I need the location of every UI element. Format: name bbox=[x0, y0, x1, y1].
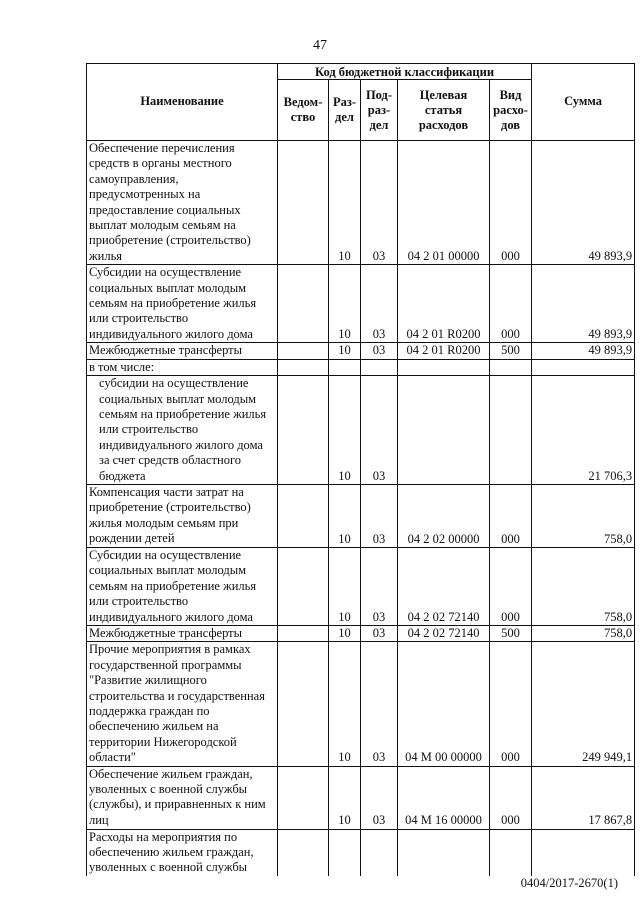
celevaya-cell: 04 М 16 00000 bbox=[398, 766, 490, 829]
razdel-cell: 10 bbox=[329, 625, 361, 641]
document-code: 0404/2017-2670(1) bbox=[520, 876, 618, 890]
name-cell: Расходы на мероприятия по обеспечению жильем граждан, уволенных с военной службы bbox=[87, 829, 278, 876]
vid-cell: 000 bbox=[490, 484, 532, 547]
summa-cell: 49 893,9 bbox=[532, 141, 635, 265]
summa-cell bbox=[532, 829, 635, 876]
header-podrazdel: Под-раз-дел bbox=[361, 80, 398, 141]
razdel-cell: 10 bbox=[329, 642, 361, 766]
vid-cell: 000 bbox=[490, 265, 532, 343]
razdel-cell: 10 bbox=[329, 265, 361, 343]
name-cell: Компенсация части затрат на приобретение (строительство) жилья молодым семьям при рождении детей bbox=[87, 484, 278, 547]
table-body bbox=[87, 141, 635, 877]
name-cell: в том числе: bbox=[87, 359, 278, 375]
vedomstvo-cell bbox=[278, 625, 329, 641]
razdel-cell: 10 bbox=[329, 343, 361, 359]
summa-cell bbox=[532, 359, 635, 375]
table-row bbox=[87, 343, 635, 359]
vedomstvo-cell bbox=[278, 359, 329, 375]
summa-cell: 758,0 bbox=[532, 484, 635, 547]
celevaya-cell: 04 2 02 72140 bbox=[398, 625, 490, 641]
table-row bbox=[87, 376, 635, 485]
table-row bbox=[87, 265, 635, 343]
header-celevaya: Целевая статья расходов bbox=[398, 80, 490, 141]
summa-cell: 758,0 bbox=[532, 625, 635, 641]
podrazdel-cell: 03 bbox=[361, 766, 398, 829]
podrazdel-cell: 03 bbox=[361, 141, 398, 265]
vedomstvo-cell bbox=[278, 343, 329, 359]
name-cell: Межбюджетные трансферты bbox=[87, 343, 278, 359]
razdel-cell bbox=[329, 359, 361, 375]
podrazdel-cell: 03 bbox=[361, 547, 398, 625]
page-number: 47 bbox=[313, 38, 327, 53]
budget-table bbox=[86, 63, 635, 876]
vedomstvo-cell bbox=[278, 547, 329, 625]
podrazdel-cell: 03 bbox=[361, 484, 398, 547]
celevaya-cell: 04 2 02 00000 bbox=[398, 484, 490, 547]
header-name: Наименование bbox=[87, 64, 278, 141]
name-cell: субсидии на осуществление социальных выплат молодым семьям на приобретение жилья или строительство индивидуального жилого дома за счет средств областного бюджета bbox=[87, 376, 278, 485]
celevaya-cell: 04 2 01 00000 bbox=[398, 141, 490, 265]
podrazdel-cell bbox=[361, 359, 398, 375]
razdel-cell: 10 bbox=[329, 547, 361, 625]
celevaya-cell bbox=[398, 376, 490, 485]
vid-cell bbox=[490, 359, 532, 375]
name-cell: Обеспечение жильем граждан, уволенных с военной службы (службы), и приравненных к ним лиц bbox=[87, 766, 278, 829]
summa-cell: 249 949,1 bbox=[532, 642, 635, 766]
name-cell: Обеспечение перечисления средств в органы местного самоуправления, предусмотренных на предоставление социальных выплат молодым семьям на приобретение (строительство) жилья bbox=[87, 141, 278, 265]
name-cell: Субсидии на осуществление социальных выплат молодым семьям на приобретение жилья или строительство индивидуального жилого дома bbox=[87, 547, 278, 625]
vid-cell: 500 bbox=[490, 625, 532, 641]
vid-cell: 000 bbox=[490, 547, 532, 625]
summa-cell: 758,0 bbox=[532, 547, 635, 625]
table-row bbox=[87, 625, 635, 641]
table-row bbox=[87, 141, 635, 265]
vid-cell bbox=[490, 829, 532, 876]
summa-cell: 17 867,8 bbox=[532, 766, 635, 829]
celevaya-cell bbox=[398, 359, 490, 375]
summa-cell: 49 893,9 bbox=[532, 265, 635, 343]
vid-cell: 000 bbox=[490, 141, 532, 265]
header-razdel: Раз-дел bbox=[329, 80, 361, 141]
vedomstvo-cell bbox=[278, 376, 329, 485]
celevaya-cell: 04 2 01 R0200 bbox=[398, 265, 490, 343]
header-classification-group: Код бюджетной классификации bbox=[278, 64, 532, 80]
vedomstvo-cell bbox=[278, 829, 329, 876]
vid-cell: 000 bbox=[490, 766, 532, 829]
podrazdel-cell: 03 bbox=[361, 343, 398, 359]
podrazdel-cell: 03 bbox=[361, 265, 398, 343]
vid-cell: 000 bbox=[490, 642, 532, 766]
header-summa: Сумма bbox=[532, 64, 635, 141]
celevaya-cell bbox=[398, 829, 490, 876]
podrazdel-cell: 03 bbox=[361, 625, 398, 641]
vid-cell bbox=[490, 376, 532, 485]
vid-cell: 500 bbox=[490, 343, 532, 359]
vedomstvo-cell bbox=[278, 484, 329, 547]
table-row bbox=[87, 484, 635, 547]
podrazdel-cell bbox=[361, 829, 398, 876]
summa-cell: 21 706,3 bbox=[532, 376, 635, 485]
header-vedomstvo: Ведом-ство bbox=[278, 80, 329, 141]
summa-cell: 49 893,9 bbox=[532, 343, 635, 359]
vedomstvo-cell bbox=[278, 141, 329, 265]
table-row bbox=[87, 766, 635, 829]
razdel-cell: 10 bbox=[329, 484, 361, 547]
name-cell: Прочие мероприятия в рамках государственной программы "Развитие жилищного строительства и государственная поддержка граждан по обеспечению жильем на территории Нижегородской области" bbox=[87, 642, 278, 766]
name-cell: Межбюджетные трансферты bbox=[87, 625, 278, 641]
vedomstvo-cell bbox=[278, 642, 329, 766]
table-row bbox=[87, 829, 635, 876]
table-row bbox=[87, 547, 635, 625]
celevaya-cell: 04 2 02 72140 bbox=[398, 547, 490, 625]
vedomstvo-cell bbox=[278, 766, 329, 829]
celevaya-cell: 04 М 00 00000 bbox=[398, 642, 490, 766]
razdel-cell: 10 bbox=[329, 141, 361, 265]
table-row bbox=[87, 642, 635, 766]
celevaya-cell: 04 2 01 R0200 bbox=[398, 343, 490, 359]
podrazdel-cell: 03 bbox=[361, 642, 398, 766]
razdel-cell: 10 bbox=[329, 766, 361, 829]
table-row bbox=[87, 359, 635, 375]
razdel-cell bbox=[329, 829, 361, 876]
header-vid: Вид расхо-дов bbox=[490, 80, 532, 141]
podrazdel-cell: 03 bbox=[361, 376, 398, 485]
razdel-cell: 10 bbox=[329, 376, 361, 485]
name-cell: Субсидии на осуществление социальных выплат молодым семьям на приобретение жилья или строительство индивидуального жилого дома bbox=[87, 265, 278, 343]
vedomstvo-cell bbox=[278, 265, 329, 343]
